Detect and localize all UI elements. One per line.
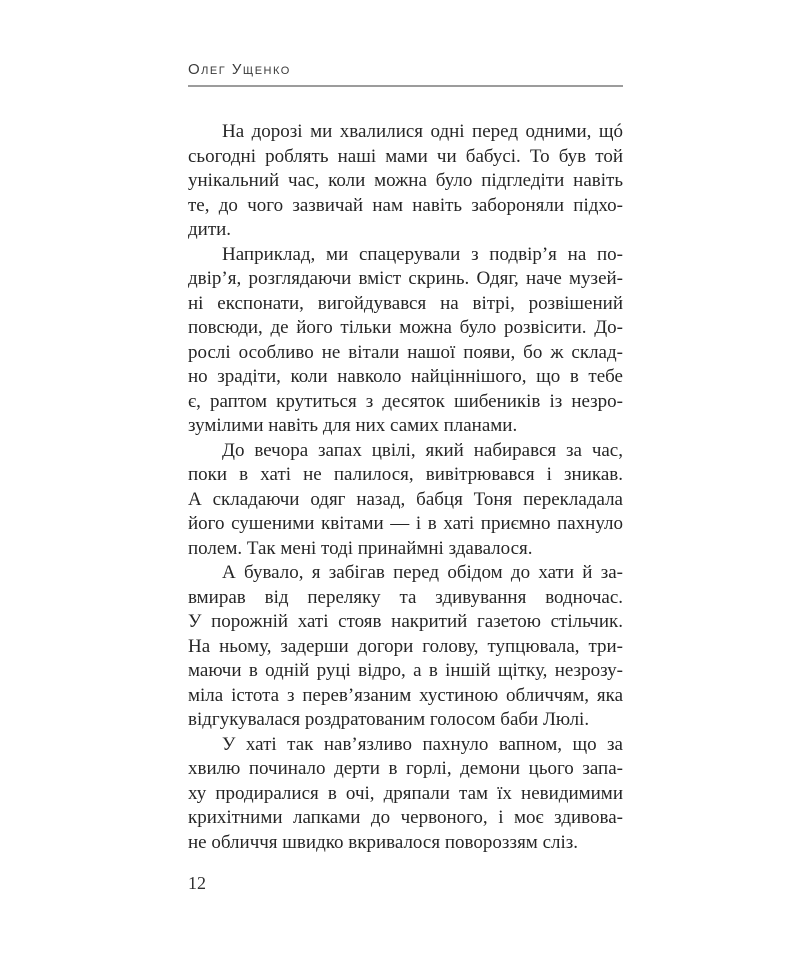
text-line: маючи в одній руці відро, а в іншій щітку, незрозу- [188, 660, 623, 681]
running-header [188, 60, 623, 87]
text-line: дити. [188, 219, 232, 240]
text-line: но зрадіти, коли навколо найціннішого, що в тебе [188, 366, 623, 387]
text-line: ні експонати, вигойдувався на вітрі, розвішений [188, 292, 623, 314]
paragraph [188, 733, 623, 856]
paragraph [188, 561, 623, 733]
text-line: На дорозі ми хвалилися одні перед одними, щó [222, 121, 623, 142]
text-line: те, до чого зазвичай нам навіть забороняли підхо- [188, 194, 623, 216]
text-line: полем. Так мені тоді принаймні здавалося. [188, 537, 533, 559]
text-line: У порожній хаті стояв накритий газетою стільчик. [188, 611, 623, 632]
text-line: До вечора запах цвілі, який набирався за час, [222, 439, 623, 461]
text-line: поки в хаті не палилося, вивітрювався і зникав. [188, 464, 623, 485]
text-line: унікальний час, коли можна було підгледіти навіть [188, 170, 623, 191]
text-line: двір’я, розглядаючи вміст скринь. Одяг, наче музей- [188, 268, 623, 289]
paragraph [188, 243, 623, 439]
text-line: А складаючи одяг назад, бабця Тоня перекладала [188, 488, 623, 510]
text-line: повсюди, де його тільки можна було розвісити. До- [188, 317, 623, 338]
text-line: його сушеними квітами — і в хаті приємно пахнуло [188, 513, 623, 534]
text-line: відгукувалася роздратованим голосом баби Люлі. [188, 709, 590, 730]
author-name: Олег Ущенко [188, 61, 291, 78]
text-line: вмирав від переляку та здивування водночас. [188, 586, 623, 608]
text-block [188, 120, 623, 855]
text-line: ху продиралися в очі, дряпали там їх невидимими [188, 782, 623, 804]
paragraph [188, 120, 623, 243]
text-line: хвилю починало дерти в горлі, демони цього запа- [188, 758, 623, 779]
text-line: міла істота з перев’язаним хустиною обличчям, яка [188, 684, 623, 706]
text-line: зумілими навіть для них самих планами. [188, 415, 518, 436]
text-line: сьогодні роблять наші мами чи бабусі. То був той [188, 145, 623, 167]
text-line: не обличчя швидко вкривалося повороззям сліз. [188, 831, 579, 853]
text-line: На ньому, задерши догори голову, тупцювала, три- [188, 635, 623, 657]
text-line: А бувало, я забігав перед обідом до хати й за- [222, 562, 623, 583]
page-number: 12 [188, 873, 206, 893]
paragraph [188, 439, 623, 562]
text-line: Наприклад, ми спацерували з подвір’я на по- [222, 243, 623, 265]
text-line: крихітними лапками до червоного, і моє здивова- [188, 807, 623, 828]
text-line: рослі особливо не вітали нашої появи, бо ж склад- [188, 341, 623, 363]
text-line: У хаті так нав’язливо пахнуло вапном, що за [222, 733, 623, 755]
text-line: є, раптом крутиться з десяток шибеників із незро- [188, 390, 623, 412]
